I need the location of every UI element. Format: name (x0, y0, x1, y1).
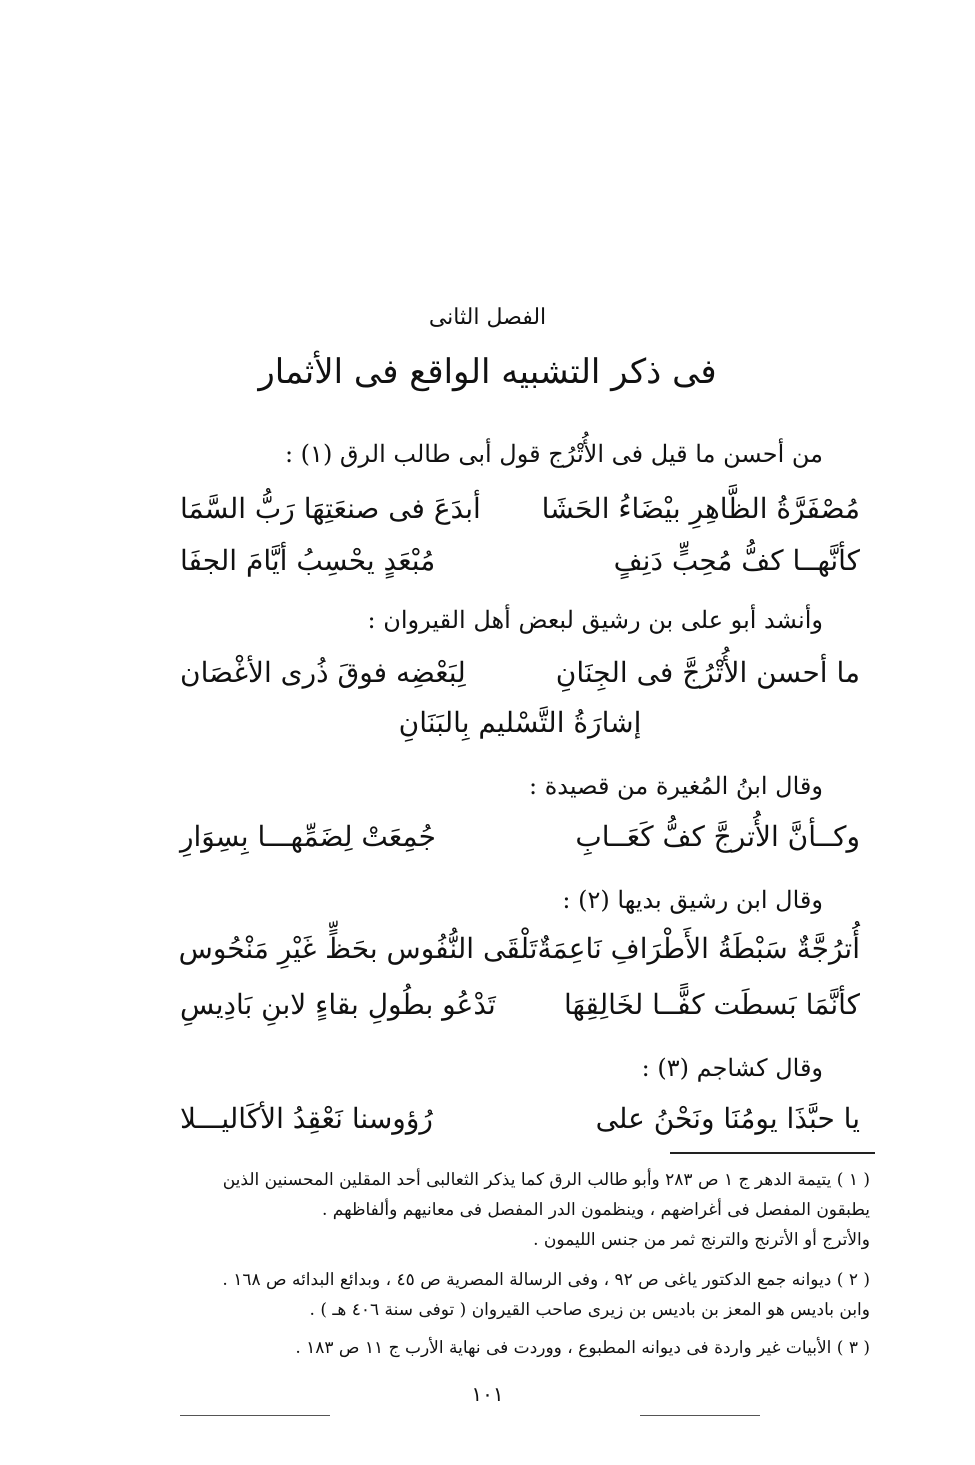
footnote: ( ١ ) يتيمة الدهر ج ١ ص ٢٨٣ وأبو طالب الرق كما يذكر الثعالبى أحد المقلين المحسنين الذين (222, 1170, 870, 1190)
intro-line: من أحسن ما قيل فى الأُتْرُج قول أبى طالب الرق (١) : (284, 440, 823, 468)
verse-hemistich: أبدَعَ فى صنعَتِهَا رَبُّ السَّمَا (180, 492, 481, 525)
verse-hemistich: رُؤوسنا نَعْقِدُ الأكَاليـــلا (180, 1102, 433, 1135)
verse-hemistich: كأنَّهــا كفُّ مُحِبٍّ دَنِفٍ (613, 544, 860, 577)
verse-hemistich: إشارَةُ التَّسْليم بِالبَنَانِ (398, 706, 642, 739)
verse-line (180, 932, 860, 965)
verse-hemistich: تَلْقَى النُّفُوس بحَظٍّ غَيْرِ مَنْحُوس (178, 932, 538, 965)
verse-hemistich: كأنَّمَا بَسطَت كفًّــا لخَالِقِهَا (563, 988, 860, 1021)
verse-hemistich: تَدْعُو بطُولِ بقاءٍ لابنِ بَادِيسِ (180, 988, 496, 1021)
verse-line (180, 544, 860, 577)
verse-hemistich: وكــأنَّ الأُترجَّ كفُّ كَعَــابِ (575, 820, 860, 853)
bottom-rule (180, 1415, 330, 1416)
intro-line: وقال ابن رشيق بديها (٢) : (562, 886, 823, 914)
verse-line (180, 492, 860, 525)
intro-line: وقال ابنُ المُغيرة من قصيدة : (529, 772, 823, 800)
verse-hemistich: لِبَعْضِه فوقَ ذُرى الأغْصَان (180, 656, 466, 689)
footnote: ( ٣ ) الأبيات غير واردة فى ديوانه المطبوع ، ووردت فى نهاية الأرب ج ١١ ص ١٨٣ . (295, 1338, 870, 1358)
verse-line (180, 1102, 860, 1135)
bottom-rule (640, 1415, 760, 1416)
footnote: وابن باديس هو المعز بن باديس بن زيرى صاحب القيروان ( توفى سنة ٤٠٦ هـ ) . (309, 1300, 870, 1320)
intro-line: وقال كشاجم (٣) : (641, 1054, 823, 1082)
verse-line (180, 706, 860, 739)
verse-hemistich: جُمِعَتْ لِضَمِّهـــا بِسِوَارِ (180, 820, 436, 853)
verse-hemistich: مُبْعَدٍ يحْسِبُ أيَّامَ الجفَا (180, 544, 436, 577)
intro-line: وأنشد أبو على بن رشيق لبعض أهل القيروان : (367, 606, 823, 634)
chapter-label: الفصل الثانى (428, 305, 547, 330)
footnote-separator (670, 1152, 875, 1154)
verse-line (180, 988, 860, 1021)
chapter-title: فى ذكر التشبيه الواقع فى الأثمار (258, 352, 717, 392)
verse-hemistich: ما أحسن الأُتْرُجَّ فى الجِنَانِ (555, 656, 860, 689)
footnote: ( ٢ ) ديوانه جمع الدكتور ياغى ص ٩٢ ، وفى الرسالة المصرية ص ٤٥ ، وبدائع البدائه ص ١٦٨ . (222, 1270, 870, 1290)
verse-hemistich: يا حبَّذَا يومُنَا ونَحْنُ على (595, 1102, 860, 1135)
footnote: يطبقون المفصل فى أغراضهم ، وينظمون الدر المفصل فى معانيهم وألفاظهم . (321, 1200, 870, 1220)
verse-line (180, 820, 860, 853)
footnote: والأترج أو الأترنج والترنج ثمر من جنس الليمون . (533, 1230, 870, 1250)
verse-hemistich: أُترُجَّةٌ سَبْطَةُ الأَطْرَافِ نَاعِمَةٌ (537, 932, 860, 965)
page-number: ١٠١ (471, 1382, 504, 1406)
verse-line (180, 656, 860, 689)
verse-hemistich: مُصْفَرَّةُ الظَّاهِرِ بيْضَاءُ الحَشَا (541, 492, 860, 525)
